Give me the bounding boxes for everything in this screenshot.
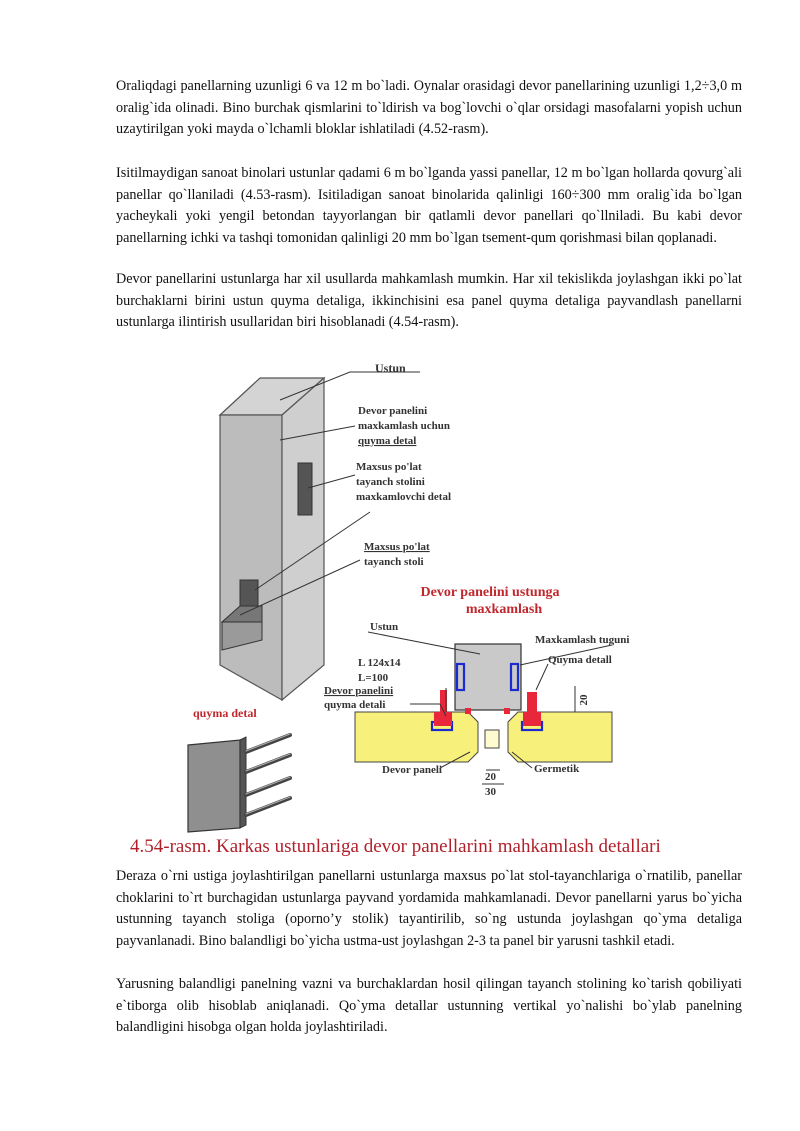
paragraph-1: Oraliqdagi panellarning uzunligi 6 va 12 m bo`ladi. Oynalar orasidagi devor panellarining uzunligi 1,2÷3,0 m oralig`ida olinadi. Bino burchak qismlarini to`ldirish va bog`lovchi o`qlar orsidagi masofalarni yopish uchun uzaytirilgan yoki mayda o`lchamli bloklar ishlatiladi (4.52-rasm). (116, 78, 742, 138)
label-maxsus-1: Maxsus po'lat (356, 461, 422, 473)
paragraph-4: Deraza o`rni ustiga joylashtirilgan panellarni ustunlarga maxsus po`lat stol-tayanchlariga o`rnatilib, panellar choklarini to`rt burchagidan ustunlarga payvand yordamida mahkamlanadi. Devor panellarni yarus bo`yicha ustunning tayanch stoliga (oporno’y stolik) tayantirilib, so`ng ustunda joylashgan qo`yma detaliga payvanlanadi. Bino balandligi bo`yicha ustma-ust joylashgan 2-3 ta panel bir yarusni tashkil etadi. (116, 868, 742, 949)
label-germetik: Germetik (534, 763, 580, 775)
label-dim30-bottom: 30 (485, 786, 496, 798)
paragraph-3: Devor panellarini ustunlarga har xil usullarda mahkamlash mumkin. Har xil tekislikda joylashgan ikki po`lat burchaklarni birini ustun quyma detaliga, ikkinchisini esa panel quyma detaliga payvandlash panellarni ustunlarga ilintirish usullaridan biri hisoblanadi (4.54-rasm). (116, 271, 742, 331)
embed-plate (188, 734, 290, 832)
label-quyma-left: quyma detal (193, 706, 257, 720)
paragraph-5: Yarusning balandligi panelning vazni va burchaklardan hosil qilingan tayanch stolining ko`tarish qobiliyati e`tiborga olib hisoblab aniqlanadi. Qo`yma detallar ustunning vertikal yo`nalishi bo`ylab panelning balandligini hisobga olgan holda joylashtiriladi. (116, 976, 742, 1036)
label-devor-2: maxkamlash uchun (358, 420, 451, 432)
label-maxsus-2: tayanch stolini (356, 476, 425, 488)
detail-title-1: Devor panelini ustunga (420, 585, 560, 600)
column-3d (220, 378, 324, 700)
label-dp-quyma-1: Devor panelini (324, 685, 394, 697)
label-devor-1: Devor panelini (358, 405, 428, 417)
leader-lines (240, 372, 420, 615)
label-dim20-right: 20 (578, 694, 590, 706)
label-stol-1: Maxsus po'lat (364, 541, 430, 553)
detail-leaders (368, 632, 612, 784)
detail-title-2: maxkamlash (465, 602, 543, 617)
label-ustun-detail: Ustun (370, 621, 399, 633)
panel-detail (355, 644, 612, 762)
label-tugun: Maxkamlash tuguni (535, 634, 630, 646)
label-quyma-detail: Quyma detall (548, 654, 612, 666)
label-devor-3: quyma detal (358, 435, 417, 447)
label-dp-quyma-2: quyma detali (324, 699, 386, 711)
label-devor-paneli: Devor paneli (382, 764, 442, 776)
label-ustun-top: Ustun (375, 361, 406, 375)
paragraph-2: Isitilmaydigan sanoat binolari ustunlar qadami 6 m bo`lganda yassi panellar, 12 m bo`lgan hollarda qovurg`ali panellar qo`llaniladi (4.53-rasm). Isitiladigan sanoat binolarida qalinligi 160÷300 mm oralig`ida bo`lgan yacheykali yoki yengil betondan tayyorlangan bir qatlamli devor panellari qo`llniladi. Bu kabi devor panellarning ichki va tashqi tomonidan qalinligi 20 mm bo`lgan tsement-qum qorishmasi bilan qoplanadi. (116, 165, 742, 246)
label-maxsus-3: maxkamlovchi detal (356, 491, 452, 503)
label-length: L=100 (358, 672, 389, 684)
label-stol-2: tayanch stoli (364, 556, 424, 568)
label-dim20-bottom: 20 (485, 771, 496, 783)
figure-caption: 4.54-rasm. Karkas ustunlariga devor panellarini mahkamlash detallari (130, 836, 661, 857)
label-angle: L 124x14 (358, 657, 401, 669)
